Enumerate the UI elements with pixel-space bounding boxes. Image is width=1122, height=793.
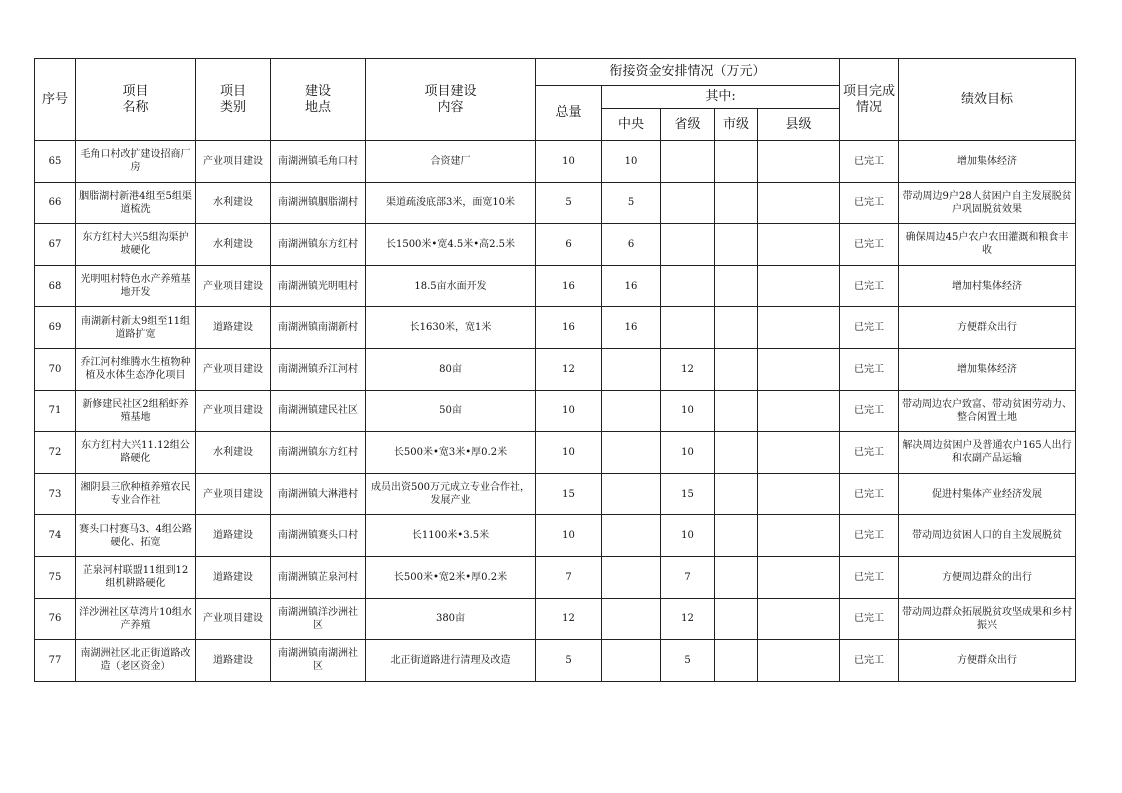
cell-city <box>715 598 758 640</box>
cell-city <box>715 515 758 557</box>
header-county: 县级 <box>758 109 840 141</box>
header-city: 市级 <box>715 109 758 141</box>
cell-seq: 73 <box>35 473 76 515</box>
cell-total: 5 <box>536 640 602 682</box>
cell-total: 12 <box>536 348 602 390</box>
cell-type: 道路建设 <box>196 640 271 682</box>
header-goal: 绩效目标 <box>899 59 1076 141</box>
cell-seq: 75 <box>35 556 76 598</box>
cell-provincial: 12 <box>661 598 715 640</box>
cell-county <box>758 598 840 640</box>
cell-location: 南湖洲镇乔江河村 <box>271 348 366 390</box>
cell-central: 10 <box>602 141 661 183</box>
table-row <box>35 473 1076 515</box>
cell-name: 洋沙洲社区草湾片10组水产养殖 <box>76 598 196 640</box>
table-header <box>35 59 1076 141</box>
cell-goal: 带动周边9户28人贫困户自主发展脱贫户巩固脱贫效果 <box>899 182 1076 224</box>
cell-central: 6 <box>602 224 661 266</box>
cell-seq: 76 <box>35 598 76 640</box>
cell-type: 道路建设 <box>196 515 271 557</box>
cell-location: 南湖洲镇赛头口村 <box>271 515 366 557</box>
cell-content: 长500米•宽2米•厚0.2米 <box>366 556 536 598</box>
cell-goal: 带动周边农户致富、带动贫困劳动力、整合闲置土地 <box>899 390 1076 432</box>
cell-county <box>758 556 840 598</box>
cell-goal: 增加村集体经济 <box>899 265 1076 307</box>
cell-total: 16 <box>536 265 602 307</box>
cell-status: 已完工 <box>840 141 899 183</box>
cell-status: 已完工 <box>840 390 899 432</box>
cell-central <box>602 640 661 682</box>
cell-seq: 72 <box>35 432 76 474</box>
cell-seq: 70 <box>35 348 76 390</box>
project-funding-table <box>34 58 1076 682</box>
cell-goal: 确保周边45户农户农田灌溉和粮食丰收 <box>899 224 1076 266</box>
cell-total: 15 <box>536 473 602 515</box>
cell-type: 水利建设 <box>196 432 271 474</box>
cell-city <box>715 265 758 307</box>
cell-provincial: 15 <box>661 473 715 515</box>
cell-goal: 方便周边群众的出行 <box>899 556 1076 598</box>
cell-type: 产业项目建设 <box>196 265 271 307</box>
cell-central: 5 <box>602 182 661 224</box>
header-content-line1: 项目建设 <box>424 83 477 99</box>
table-row <box>35 141 1076 183</box>
cell-central: 16 <box>602 265 661 307</box>
cell-name: 芷泉河村联盟11组到12组机耕路硬化 <box>76 556 196 598</box>
cell-city <box>715 182 758 224</box>
cell-status: 已完工 <box>840 182 899 224</box>
cell-content: 成员出资500万元成立专业合作社，发展产业 <box>366 473 536 515</box>
cell-type: 水利建设 <box>196 182 271 224</box>
header-project-name-line2: 名称 <box>122 99 149 115</box>
cell-county <box>758 348 840 390</box>
cell-city <box>715 473 758 515</box>
cell-seq: 69 <box>35 307 76 349</box>
cell-location: 南湖洲镇南湖新村 <box>271 307 366 349</box>
header-provincial: 省级 <box>661 109 715 141</box>
cell-status: 已完工 <box>840 640 899 682</box>
cell-county <box>758 390 840 432</box>
header-project-name-line1: 项目 <box>122 83 149 99</box>
header-seq: 序号 <box>35 59 76 141</box>
cell-total: 10 <box>536 515 602 557</box>
cell-total: 10 <box>536 390 602 432</box>
cell-county <box>758 515 840 557</box>
table-row <box>35 556 1076 598</box>
cell-total: 7 <box>536 556 602 598</box>
cell-goal: 解决周边贫困户及普通农户165人出行和农副产品运输 <box>899 432 1076 474</box>
cell-seq: 71 <box>35 390 76 432</box>
header-among: 其中: <box>602 86 840 109</box>
cell-city <box>715 141 758 183</box>
cell-status: 已完工 <box>840 224 899 266</box>
table-row <box>35 432 1076 474</box>
cell-county <box>758 141 840 183</box>
table-body <box>35 141 1076 682</box>
cell-seq: 77 <box>35 640 76 682</box>
cell-type: 产业项目建设 <box>196 390 271 432</box>
cell-status: 已完工 <box>840 432 899 474</box>
cell-type: 产业项目建设 <box>196 141 271 183</box>
cell-city <box>715 640 758 682</box>
cell-status: 已完工 <box>840 307 899 349</box>
cell-provincial: 7 <box>661 556 715 598</box>
table-row <box>35 224 1076 266</box>
header-completion-line1: 项目完成 <box>843 83 896 99</box>
cell-seq: 67 <box>35 224 76 266</box>
cell-central <box>602 598 661 640</box>
header-completion-line2: 情况 <box>856 99 883 115</box>
cell-provincial: 10 <box>661 390 715 432</box>
table-row <box>35 182 1076 224</box>
cell-type: 道路建设 <box>196 307 271 349</box>
cell-status: 已完工 <box>840 473 899 515</box>
cell-content: 50亩 <box>366 390 536 432</box>
cell-central <box>602 515 661 557</box>
header-content <box>366 59 536 141</box>
cell-county <box>758 432 840 474</box>
table-row <box>35 598 1076 640</box>
cell-location: 南湖洲镇东方红村 <box>271 224 366 266</box>
cell-location: 南湖洲镇南湖洲社区 <box>271 640 366 682</box>
cell-provincial <box>661 182 715 224</box>
cell-central <box>602 556 661 598</box>
cell-status: 已完工 <box>840 348 899 390</box>
cell-content: 合资建厂 <box>366 141 536 183</box>
cell-provincial <box>661 141 715 183</box>
cell-content: 380亩 <box>366 598 536 640</box>
cell-type: 水利建设 <box>196 224 271 266</box>
header-location-line1: 建设 <box>304 83 331 99</box>
cell-total: 10 <box>536 432 602 474</box>
table-row <box>35 265 1076 307</box>
cell-county <box>758 640 840 682</box>
cell-city <box>715 224 758 266</box>
cell-provincial: 12 <box>661 348 715 390</box>
cell-total: 5 <box>536 182 602 224</box>
cell-status: 已完工 <box>840 598 899 640</box>
cell-type: 产业项目建设 <box>196 348 271 390</box>
cell-status: 已完工 <box>840 515 899 557</box>
cell-central: 16 <box>602 307 661 349</box>
cell-name: 毛角口村改扩建设招商厂房 <box>76 141 196 183</box>
cell-location: 南湖洲镇东方红村 <box>271 432 366 474</box>
cell-provincial <box>661 265 715 307</box>
header-project-type-line2: 类别 <box>219 99 246 115</box>
cell-type: 道路建设 <box>196 556 271 598</box>
cell-county <box>758 224 840 266</box>
cell-seq: 65 <box>35 141 76 183</box>
header-project-type <box>196 59 271 141</box>
cell-location: 南湖洲镇洋沙洲社区 <box>271 598 366 640</box>
header-completion <box>840 59 899 141</box>
cell-provincial: 5 <box>661 640 715 682</box>
cell-content: 渠道疏浚底部3米，面宽10米 <box>366 182 536 224</box>
cell-location: 南湖洲镇建民社区 <box>271 390 366 432</box>
cell-name: 湘阴县三欣种植养殖农民专业合作社 <box>76 473 196 515</box>
project-funding-table-sheet <box>34 58 1075 682</box>
cell-county <box>758 182 840 224</box>
cell-total: 12 <box>536 598 602 640</box>
table-row <box>35 640 1076 682</box>
cell-type: 产业项目建设 <box>196 598 271 640</box>
table-row <box>35 307 1076 349</box>
cell-location: 南湖洲镇芷泉河村 <box>271 556 366 598</box>
table-row <box>35 390 1076 432</box>
cell-content: 长1500米•宽4.5米•高2.5米 <box>366 224 536 266</box>
header-location-line2: 地点 <box>304 99 331 115</box>
cell-goal: 带动周边群众拓展脱贫攻坚成果和乡村振兴 <box>899 598 1076 640</box>
cell-name: 赛头口村赛马3、4组公路硬化、拓宽 <box>76 515 196 557</box>
cell-total: 10 <box>536 141 602 183</box>
header-total: 总量 <box>536 86 602 141</box>
cell-city <box>715 390 758 432</box>
cell-seq: 68 <box>35 265 76 307</box>
cell-name: 南湖洲社区北正街道路改造（老区资金） <box>76 640 196 682</box>
cell-content: 长500米•宽3米•厚0.2米 <box>366 432 536 474</box>
cell-provincial: 10 <box>661 515 715 557</box>
cell-seq: 66 <box>35 182 76 224</box>
cell-city <box>715 348 758 390</box>
header-project-name <box>76 59 196 141</box>
cell-name: 新修建民社区2组稻虾养殖基地 <box>76 390 196 432</box>
cell-content: 80亩 <box>366 348 536 390</box>
cell-seq: 74 <box>35 515 76 557</box>
cell-provincial: 10 <box>661 432 715 474</box>
cell-content: 长1100米•3.5米 <box>366 515 536 557</box>
cell-goal: 方便群众出行 <box>899 307 1076 349</box>
cell-central <box>602 432 661 474</box>
cell-provincial <box>661 307 715 349</box>
header-project-type-line1: 项目 <box>219 83 246 99</box>
cell-location: 南湖洲镇毛角口村 <box>271 141 366 183</box>
cell-content: 18.5亩水面开发 <box>366 265 536 307</box>
cell-name: 胭脂湖村新港4组至5组渠道梳洗 <box>76 182 196 224</box>
cell-county <box>758 307 840 349</box>
cell-location: 南湖洲镇光明咀村 <box>271 265 366 307</box>
cell-city <box>715 556 758 598</box>
header-content-line2: 内容 <box>437 99 464 115</box>
table-row <box>35 348 1076 390</box>
cell-content: 长1630米，宽1米 <box>366 307 536 349</box>
cell-name: 东方红村大兴5组沟渠护坡硬化 <box>76 224 196 266</box>
cell-name: 光明咀村特色水产养殖基地开发 <box>76 265 196 307</box>
cell-provincial <box>661 224 715 266</box>
cell-content: 北正街道路进行清理及改造 <box>366 640 536 682</box>
cell-name: 东方红村大兴11.12组公路硬化 <box>76 432 196 474</box>
cell-central <box>602 390 661 432</box>
cell-status: 已完工 <box>840 556 899 598</box>
header-central: 中央 <box>602 109 661 141</box>
cell-central <box>602 473 661 515</box>
cell-total: 16 <box>536 307 602 349</box>
table-row <box>35 515 1076 557</box>
cell-type: 产业项目建设 <box>196 473 271 515</box>
cell-total: 6 <box>536 224 602 266</box>
cell-name: 南湖新村新太9组至11组道路扩宽 <box>76 307 196 349</box>
cell-goal: 带动周边贫困人口的自主发展脱贫 <box>899 515 1076 557</box>
cell-city <box>715 432 758 474</box>
cell-name: 乔江河村维腾水生植物种植及水体生态净化项目 <box>76 348 196 390</box>
cell-goal: 方便群众出行 <box>899 640 1076 682</box>
cell-central <box>602 348 661 390</box>
cell-location: 南湖洲镇大淋港村 <box>271 473 366 515</box>
cell-location: 南湖洲镇胭脂湖村 <box>271 182 366 224</box>
cell-county <box>758 265 840 307</box>
cell-goal: 增加集体经济 <box>899 348 1076 390</box>
cell-goal: 增加集体经济 <box>899 141 1076 183</box>
cell-city <box>715 307 758 349</box>
header-location <box>271 59 366 141</box>
header-funds-group: 衔接资金安排情况（万元） <box>536 59 840 86</box>
cell-status: 已完工 <box>840 265 899 307</box>
cell-goal: 促进村集体产业经济发展 <box>899 473 1076 515</box>
cell-county <box>758 473 840 515</box>
